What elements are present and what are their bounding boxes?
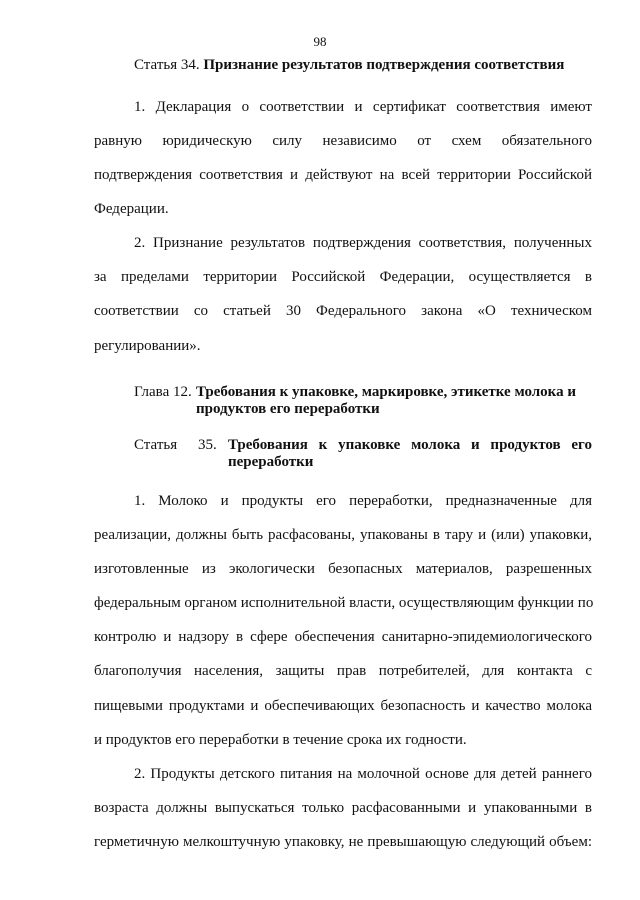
paragraph-line: подтверждения соответствия и действуют на всей территории Российской (94, 167, 592, 183)
paragraph-line: 2. Признание результатов подтверждения соответствия, полученных (134, 235, 592, 251)
chapter-12-title-line2: продуктов его переработки (196, 401, 380, 417)
paragraph-line: 2. Продукты детского питания на молочной основе для детей раннего (134, 766, 592, 782)
chapter-12-label: Глава 12. (134, 384, 192, 400)
paragraph-line: и продуктов его переработки в течение срока их годности. (94, 732, 467, 748)
paragraph-line: 1. Декларация о соответствии и сертификат соответствия имеют (134, 99, 592, 115)
chapter-12-title-line1: Требования к упаковке, маркировке, этикетке молока и (196, 384, 576, 400)
paragraph-line: контролю и надзору в сфере обеспечения санитарно-эпидемиологического (94, 629, 592, 645)
paragraph-line: реализации, должны быть расфасованы, упакованы в тару и (или) упаковки, (94, 527, 592, 543)
paragraph-line: равную юридическую силу независимо от схем обязательного (94, 133, 592, 149)
paragraph-line: соответствии со статьей 30 Федерального закона «О техническом (94, 303, 592, 319)
paragraph-line: возраста должны выпускаться только расфасованными и упакованными в (94, 800, 592, 816)
article-34-heading (134, 56, 564, 74)
article-35-label-word: Статья (134, 437, 178, 453)
article-35-title-line1: Требования к упаковке молока и продуктов его (228, 437, 592, 453)
paragraph-line: регулировании». (94, 338, 201, 354)
article-35-title-line2: переработки (228, 454, 314, 470)
paragraph-line: герметичную мелкоштучную упаковку, не превышающую следующий объем: (94, 834, 592, 850)
article-35-label-number: 35. (198, 437, 217, 453)
paragraph-line: благополучия населения, защиты прав потребителей, для контакта с (94, 663, 592, 679)
article-34-label: Статья 34. (134, 57, 200, 73)
page-number: 98 (313, 34, 327, 49)
paragraph-line: Федерации. (94, 201, 169, 217)
paragraph-line: изготовленные из экологически безопасных материалов, разрешенных (94, 561, 592, 577)
paragraph-line: 1. Молоко и продукты его переработки, предназначенные для (134, 493, 592, 509)
paragraph-line: федеральным органом исполнительной власти, осуществляющим функции по (94, 595, 594, 611)
article-34-title: Признание результатов подтверждения соответствия (203, 57, 565, 73)
paragraph-line: пищевыми продуктами и обеспечивающих безопасность и качество молока (94, 698, 592, 714)
paragraph-line: за пределами территории Российской Федерации, осуществляется в (94, 269, 592, 285)
